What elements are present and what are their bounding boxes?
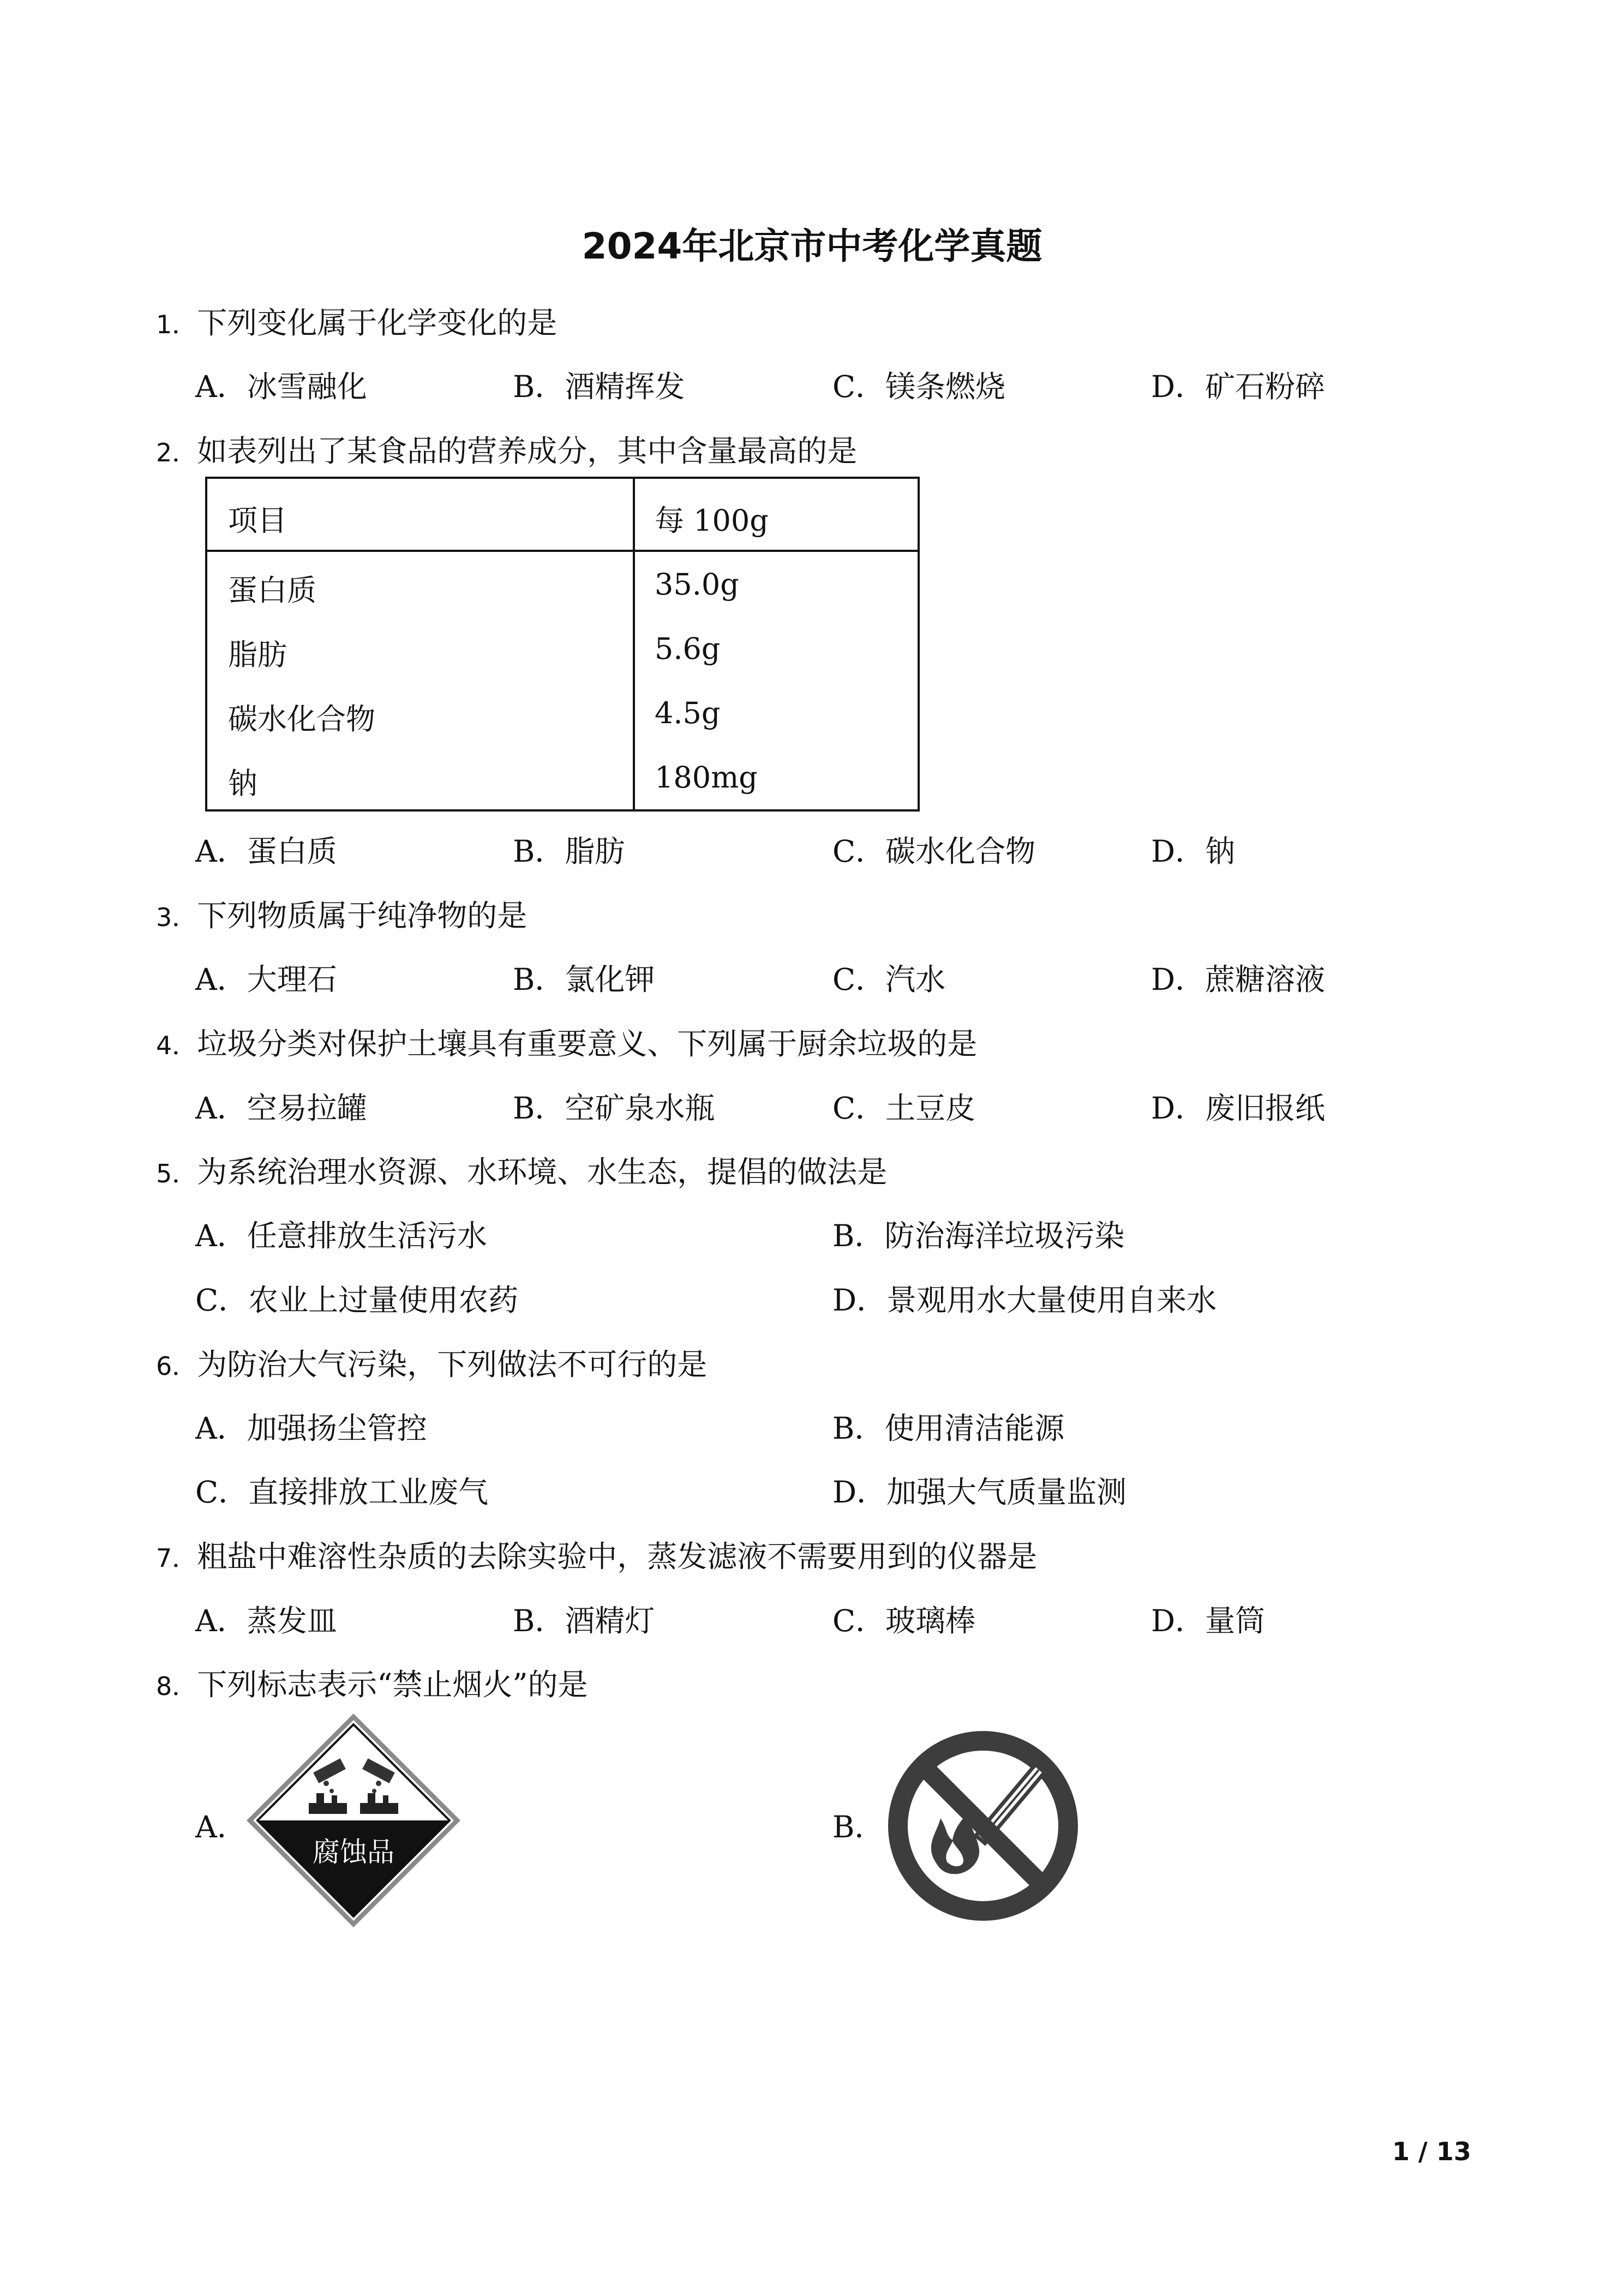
table-header-item: 项目: [228, 503, 287, 538]
table-cell: 180mg: [655, 760, 758, 795]
q4-option-d: D．废旧报纸: [1151, 1091, 1326, 1126]
q8-option-a: A．: [195, 1810, 247, 1844]
question-text: 粗盐中难溶性杂质的去除实验中，蒸发滤液不需要用到的仪器是: [197, 1539, 1038, 1574]
question-text: 下列物质属于纯净物的是: [197, 898, 528, 933]
question-number: 7．: [156, 1543, 197, 1573]
q4-option-b: B．空矿泉水瓶: [513, 1091, 715, 1126]
table-cell: 35.0g: [655, 567, 739, 602]
q7-option-b: B．酒精灯: [513, 1603, 655, 1638]
table-header-amount: 每 100g: [655, 503, 769, 538]
question-3: [156, 892, 527, 935]
q3-option-a: A．大理石: [195, 962, 337, 997]
question-1: [156, 299, 557, 342]
table-cell: 5.6g: [655, 632, 721, 666]
q4-option-c: C．土豆皮: [832, 1091, 976, 1126]
question-text: 下列标志表示“禁止烟火”的是: [197, 1667, 588, 1702]
table-divider: [633, 479, 635, 809]
question-number: 3．: [156, 903, 197, 932]
table-cell: 碳水化合物: [228, 702, 375, 736]
q2-option-c: C．碳水化合物: [832, 834, 1036, 869]
q2-option-b: B．脂肪: [513, 834, 625, 869]
q7-option-d: D．量筒: [1151, 1603, 1266, 1638]
question-text: 为系统治理水资源、水环境、水生态，提倡的做法是: [197, 1155, 888, 1189]
q5-option-a: A．任意排放生活污水: [195, 1218, 487, 1253]
q3-option-c: C．汽水: [832, 962, 946, 997]
q1-option-d: D．矿石粉碎: [1151, 369, 1326, 404]
q6-option-c: C．直接排放工业废气: [195, 1475, 489, 1510]
question-text: 垃圾分类对保护土壤具有重要意义、下列属于厨余垃圾的是: [197, 1026, 978, 1061]
table-cell: 脂肪: [228, 638, 287, 672]
q7-option-c: C．玻璃棒: [832, 1603, 976, 1638]
question-8: [156, 1661, 588, 1704]
q6-option-a: A．加强扬尘管控: [195, 1411, 427, 1446]
corrosive-label: 腐蚀品: [313, 1836, 394, 1868]
question-text: 为防治大气污染，下列做法不可行的是: [197, 1347, 708, 1382]
q7-option-a: A．蒸发皿: [195, 1603, 337, 1638]
question-5: [156, 1148, 887, 1191]
q4-option-a: A．空易拉罐: [195, 1091, 367, 1126]
question-number: 8．: [156, 1672, 197, 1701]
no-fire-icon: [886, 1729, 1080, 1923]
q2-option-d: D．钠: [1151, 834, 1236, 869]
q6-option-d: D．加强大气质量监测: [832, 1475, 1127, 1510]
q3-option-b: B．氯化钾: [513, 962, 655, 997]
page-number: 1 / 13: [1392, 2137, 1471, 2166]
table-cell: 蛋白质: [228, 573, 316, 608]
q8-option-b: B．: [832, 1810, 885, 1844]
corrosive-hazard-icon: [244, 1711, 463, 1930]
question-2: [156, 427, 857, 470]
table-cell: 4.5g: [655, 696, 721, 730]
question-number: 1．: [156, 310, 197, 339]
table-cell: 钠: [228, 766, 257, 801]
page-title: 2024年北京市中考化学真题: [582, 225, 1042, 267]
question-number: 5．: [156, 1159, 197, 1188]
question-text: 下列变化属于化学变化的是: [197, 305, 558, 340]
nutrition-table: [205, 477, 920, 812]
question-text: 如表列出了某食品的营养成分，其中含量最高的是: [197, 434, 858, 468]
q1-option-b: B．酒精挥发: [513, 369, 685, 404]
q5-option-d: D．景观用水大量使用自来水: [832, 1283, 1217, 1318]
question-number: 2．: [156, 438, 197, 467]
question-number: 4．: [156, 1031, 197, 1060]
q1-option-c: C．镁条燃烧: [832, 369, 1006, 404]
q6-option-b: B．使用清洁能源: [832, 1411, 1065, 1446]
question-number: 6．: [156, 1351, 197, 1381]
q2-option-a: A．蛋白质: [195, 834, 337, 869]
q5-option-b: B．防治海洋垃圾污染: [832, 1218, 1125, 1253]
question-4: [156, 1020, 977, 1063]
question-7: [156, 1532, 1037, 1576]
table-divider: [207, 550, 918, 552]
q5-option-c: C．农业上过量使用农药: [195, 1283, 519, 1318]
q3-option-d: D．蔗糖溶液: [1151, 962, 1326, 997]
question-6: [156, 1341, 707, 1384]
q1-option-a: A．冰雪融化: [195, 369, 367, 404]
